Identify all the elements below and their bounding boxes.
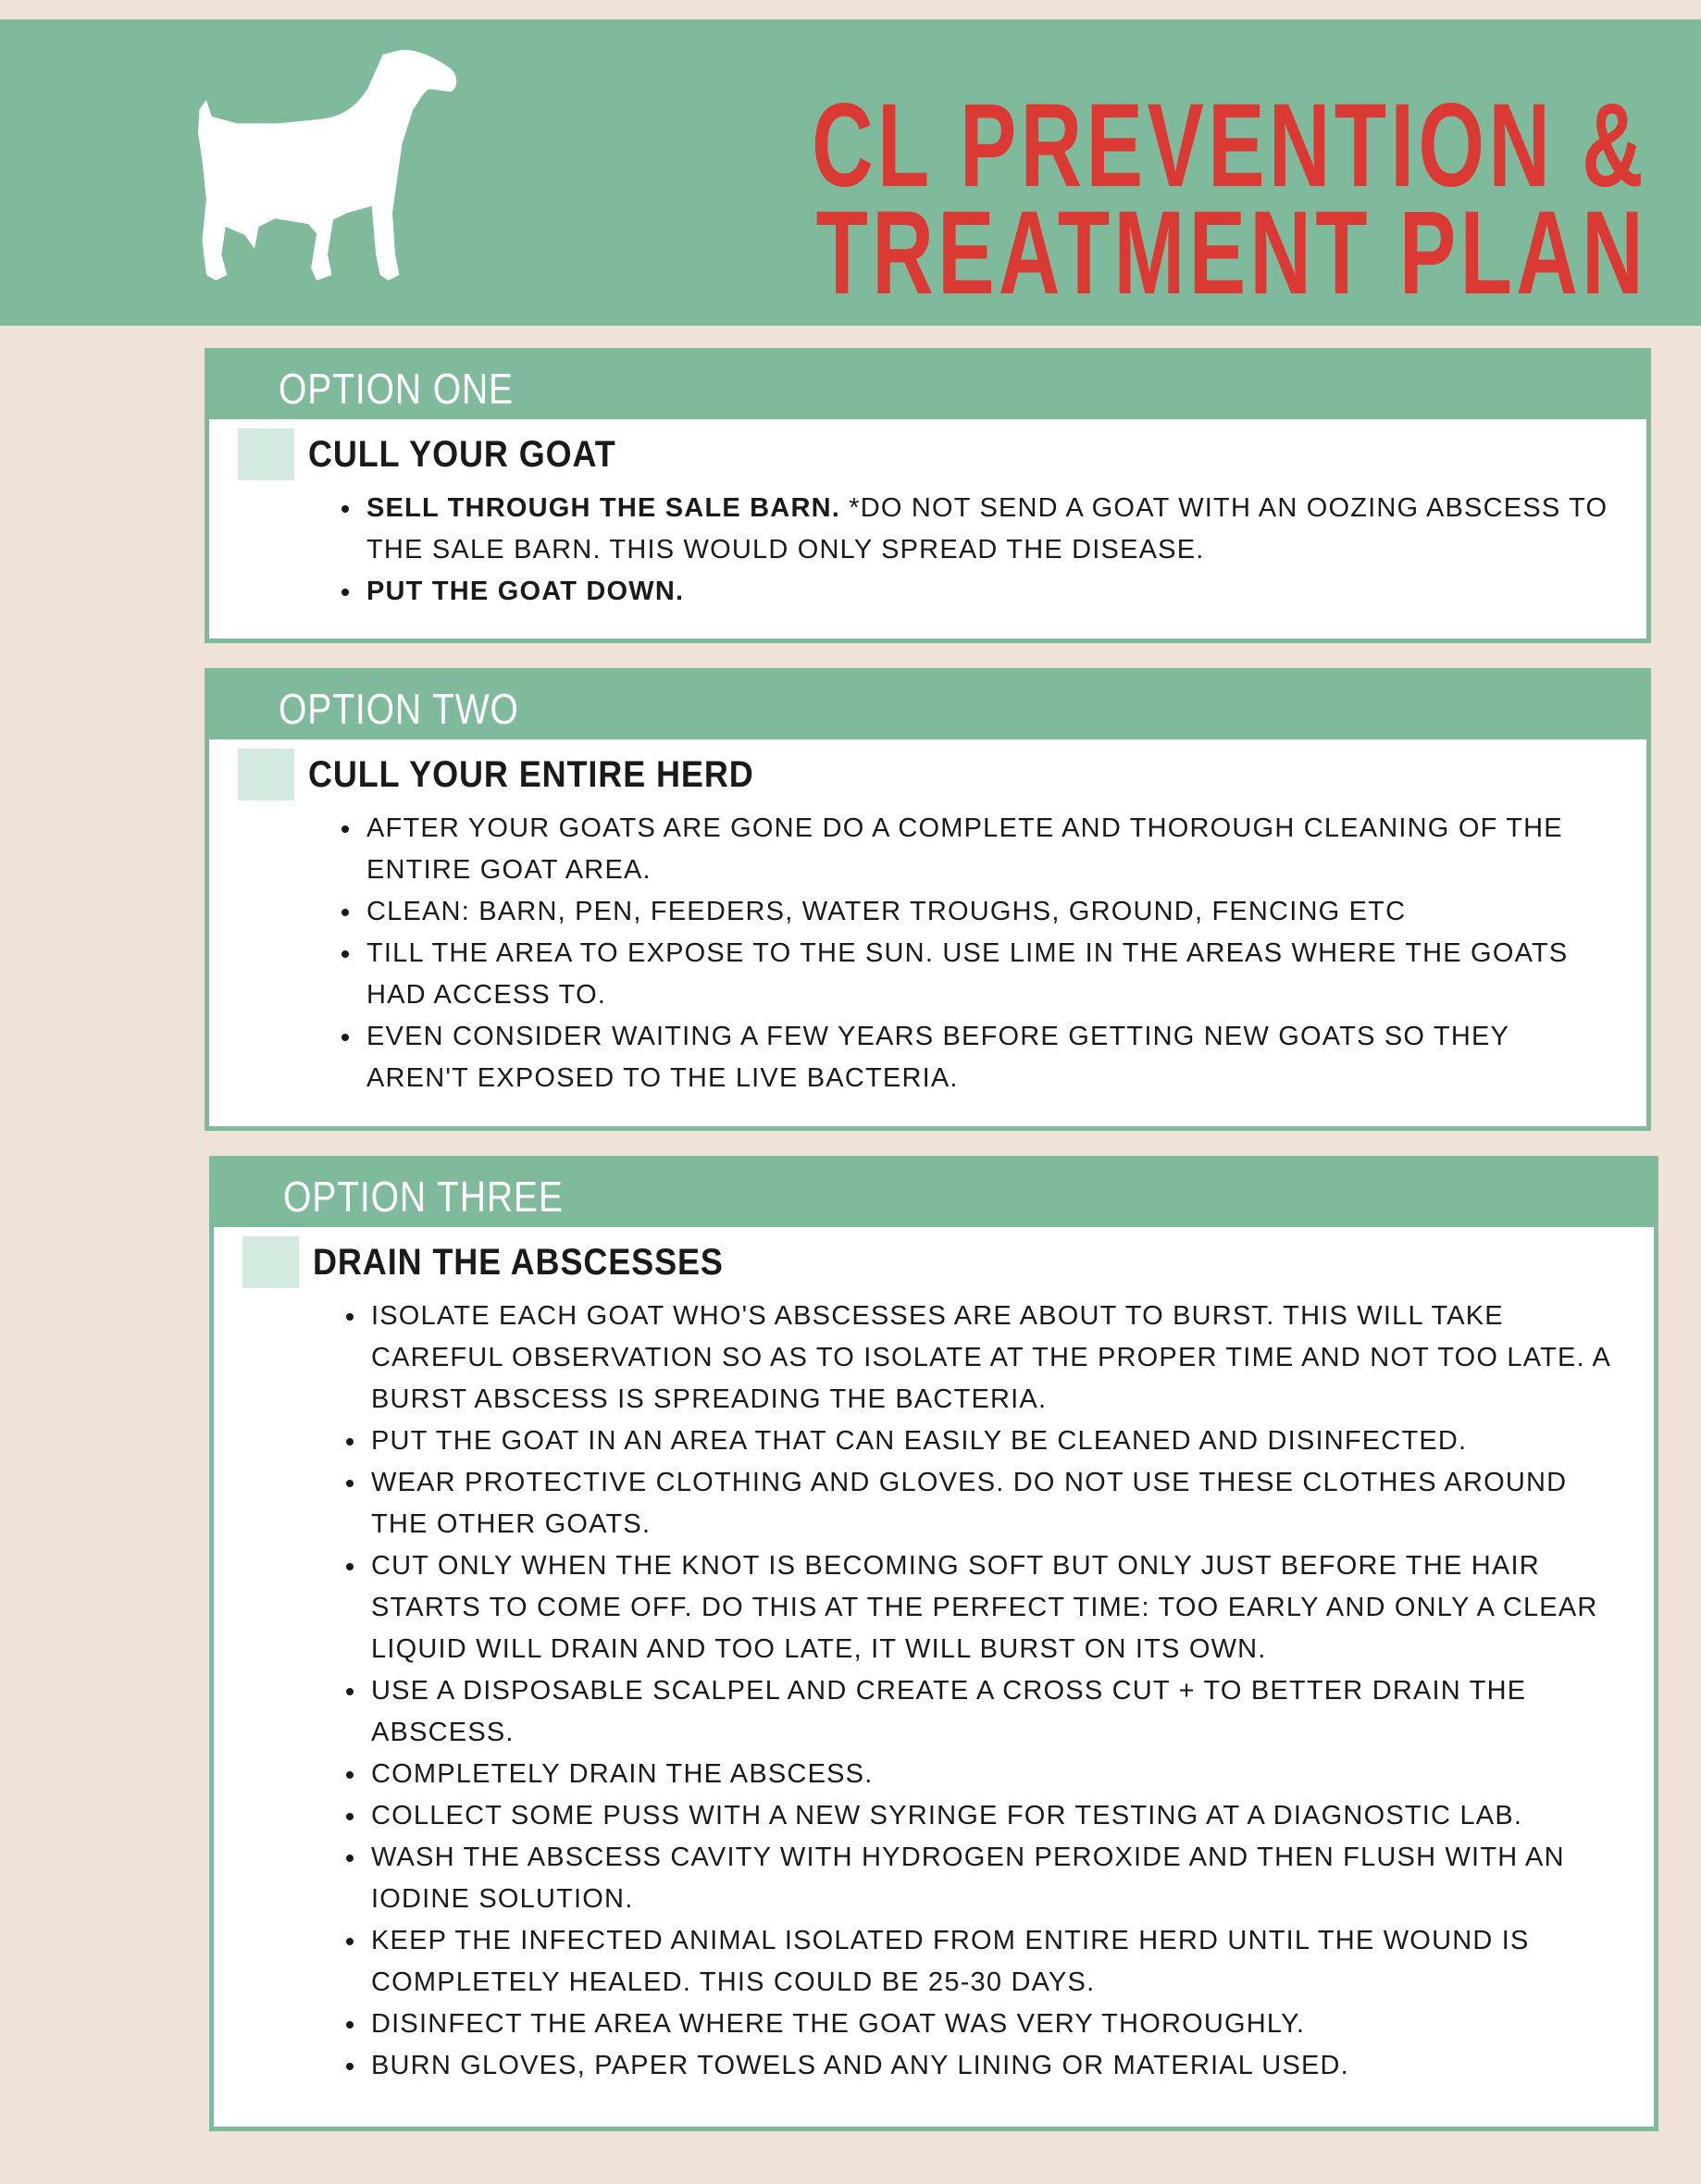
heading-marker — [242, 1236, 299, 1288]
list-item — [366, 488, 1616, 571]
goat-silhouette-icon — [195, 46, 460, 286]
bullet-text: *DO NOT SEND A GOAT WITH AN OOZING ABSCESS TO THE SALE BARN. THIS WOULD ONLY SPREAD THE DISEASE. — [366, 493, 1608, 565]
option-one-card — [205, 348, 1651, 643]
bullet-icon — [341, 1034, 349, 1041]
bullet-text: USE A DISPOSABLE SCALPEL AND CREATE A CROSS CUT + TO BETTER DRAIN THE ABSCESS. — [371, 1676, 1527, 1747]
bullet-icon — [341, 950, 349, 958]
option-heading: CULL YOUR GOAT — [308, 434, 616, 475]
bullet-icon — [346, 2021, 354, 2029]
list-item — [366, 571, 1616, 613]
bullet-text: CLEAN: BARN, PEN, FEEDERS, WATER TROUGHS, GROUND, FENCING ETC — [366, 897, 1407, 926]
list-item — [371, 1670, 1620, 1754]
option-header — [209, 673, 1646, 739]
list-item — [366, 1016, 1616, 1099]
bullet-icon — [346, 2063, 354, 2070]
option-heading-row — [214, 1236, 1654, 1288]
bullet-list — [209, 808, 1616, 1099]
bullet-icon — [346, 1563, 354, 1570]
bullet-icon — [341, 909, 349, 916]
bullet-text: TILL THE AREA TO EXPOSE TO THE SUN. USE LIME IN THE AREAS WHERE THE GOATS HAD ACCESS TO. — [366, 938, 1569, 1010]
bullet-text: COLLECT SOME PUSS WITH A NEW SYRINGE FOR TESTING AT A DIAGNOSTIC LAB. — [371, 1801, 1523, 1830]
bullet-text: AFTER YOUR GOATS ARE GONE DO A COMPLETE AND THOROUGH CLEANING OF THE ENTIRE GOAT AREA. — [366, 813, 1563, 885]
list-item — [371, 1920, 1620, 2004]
option-label: OPTION TWO — [279, 685, 519, 733]
bullet-icon — [346, 1771, 354, 1779]
list-item — [371, 1462, 1620, 1545]
bullet-text: BURN GLOVES, PAPER TOWELS AND ANY LINING OR MATERIAL USED. — [371, 2051, 1349, 2080]
option-heading: CULL YOUR ENTIRE HERD — [308, 754, 754, 795]
bullet-icon — [346, 1480, 354, 1487]
bullet-list — [214, 1296, 1620, 2087]
list-item — [366, 933, 1616, 1016]
option-heading-row — [209, 428, 1646, 480]
list-item — [371, 1754, 1620, 1795]
bullet-text: PUT THE GOAT IN AN AREA THAT CAN EASILY BE CLEANED AND DISINFECTED. — [371, 1426, 1468, 1456]
option-header — [214, 1160, 1654, 1227]
bullet-text: CUT ONLY WHEN THE KNOT IS BECOMING SOFT BUT ONLY JUST BEFORE THE HAIR STARTS TO COME OFF. DO THIS AT THE PERFECT TIME: TOO EARLY AND ONLY A CLEAR LIQUID WILL DRAIN AND TOO LATE, IT WILL BURST ON ITS OWN. — [371, 1551, 1598, 1664]
bullet-text: WASH THE ABSCESS CAVITY WITH HYDROGEN PEROXIDE AND THEN FLUSH WITH AN IODINE SOLUTION. — [371, 1843, 1565, 1914]
list-item — [371, 2045, 1620, 2087]
bullet-icon — [346, 1938, 354, 1945]
bullet-icon — [346, 1438, 354, 1446]
option-label: OPTION ONE — [279, 365, 514, 413]
bullet-text: EVEN CONSIDER WAITING A FEW YEARS BEFORE GETTING NEW GOATS SO THEY AREN'T EXPOSED TO THE LIVE BACTERIA. — [366, 1022, 1509, 1093]
bullet-icon — [341, 589, 349, 596]
bullet-list — [209, 488, 1616, 613]
bullet-text: KEEP THE INFECTED ANIMAL ISOLATED FROM ENTIRE HERD UNTIL THE WOUND IS COMPLETELY HEALED. THIS COULD BE 25-30 DAYS. — [371, 1926, 1530, 1997]
bullet-text: DISINFECT THE AREA WHERE THE GOAT WAS VERY THOROUGHLY. — [371, 2009, 1306, 2039]
list-item — [366, 808, 1616, 891]
bullet-icon — [346, 1813, 354, 1820]
bullet-icon — [346, 1855, 354, 1862]
list-item — [371, 1837, 1620, 1920]
option-header — [209, 353, 1646, 419]
option-label: OPTION THREE — [283, 1173, 564, 1221]
list-item — [371, 1296, 1620, 1421]
heading-marker — [238, 749, 294, 800]
list-item — [371, 1421, 1620, 1462]
option-heading: DRAIN THE ABSCESSES — [313, 1242, 724, 1283]
bullet-icon — [341, 505, 349, 513]
option-heading-row — [209, 749, 1646, 800]
option-three-card — [209, 1156, 1658, 2131]
bullet-bold-text: SELL THROUGH THE SALE BARN. — [366, 493, 840, 523]
list-item — [371, 2004, 1620, 2045]
bullet-text: COMPLETELY DRAIN THE ABSCESS. — [371, 1759, 874, 1789]
bullet-icon — [341, 825, 349, 833]
bullet-bold-text: PUT THE GOAT DOWN. — [366, 577, 685, 606]
list-item — [366, 891, 1616, 933]
option-two-card — [205, 668, 1651, 1131]
bullet-text: ISOLATE EACH GOAT WHO'S ABSCESSES ARE ABOUT TO BURST. THIS WILL TAKE CAREFUL OBSERVATION SO AS TO ISOLATE AT THE PROPER TIME AND NOT TOO LATE. A BURST ABSCESS IS SPREADING THE BACTERIA. — [371, 1301, 1610, 1414]
list-item — [371, 1795, 1620, 1837]
list-item — [371, 1545, 1620, 1670]
bullet-text: WEAR PROTECTIVE CLOTHING AND GLOVES. DO NOT USE THESE CLOTHES AROUND THE OTHER GOATS. — [371, 1468, 1568, 1539]
bullet-icon — [346, 1688, 354, 1695]
bullet-icon — [346, 1313, 354, 1321]
heading-marker — [238, 428, 294, 480]
page-title: CL PREVENTION & TREATMENT PLAN — [812, 80, 1647, 319]
